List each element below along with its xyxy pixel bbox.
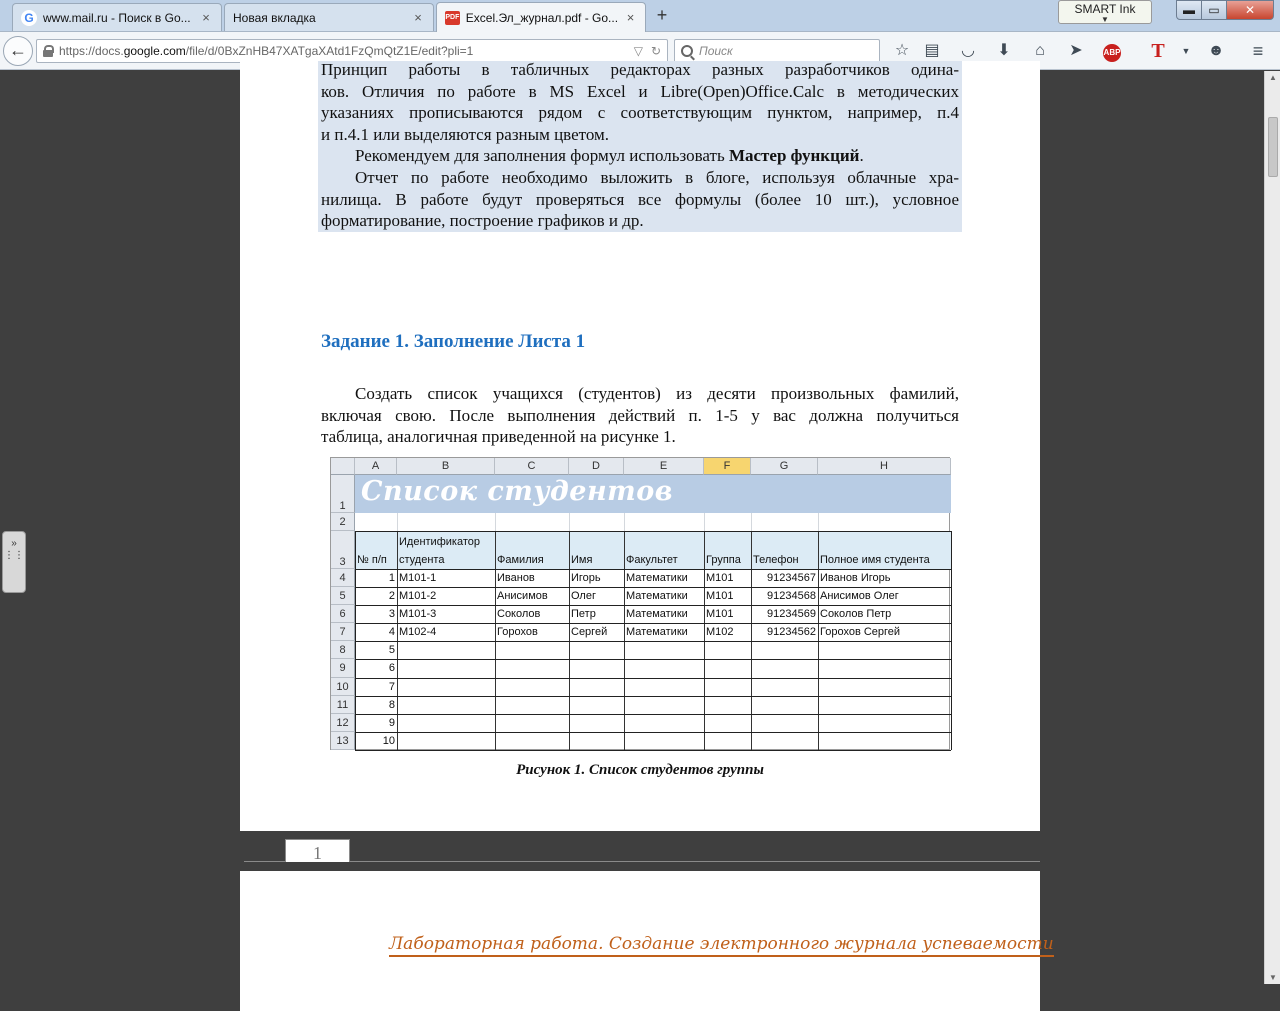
chevron-down-icon[interactable]: ▼ <box>1181 46 1191 56</box>
table-cell: Горохов Сергей <box>820 626 901 638</box>
row-header: 6 <box>331 605 355 623</box>
table-cell: M102-4 <box>399 626 437 638</box>
table-cell: Математики <box>626 608 688 620</box>
table-cell: Анисимов Олег <box>820 590 899 602</box>
sheet-title: Список студентов <box>361 476 673 507</box>
chat-icon[interactable]: ☻ <box>1207 42 1225 59</box>
menu-icon[interactable]: ≡ <box>1252 41 1264 61</box>
reload-icon[interactable]: ↻ <box>650 44 661 58</box>
translate-t-icon[interactable]: T <box>1151 40 1165 62</box>
row-header: 5 <box>331 587 355 605</box>
table-cell: M102 <box>706 626 734 638</box>
vertical-scrollbar[interactable] <box>1264 71 1280 984</box>
pdf-viewer <box>0 60 1264 984</box>
row-header: 1 <box>331 475 355 513</box>
row-header: 10 <box>331 678 355 696</box>
scrollbar-thumb[interactable] <box>1268 117 1278 177</box>
row-header: 2 <box>331 513 355 531</box>
table-cell: Петр <box>571 608 596 620</box>
bookmark-star-icon[interactable]: ☆ <box>894 42 910 59</box>
pdf-page-1 <box>240 60 1040 863</box>
row-header: 12 <box>331 714 355 732</box>
scroll-down-icon[interactable]: ▼ <box>1269 973 1277 982</box>
table-cell: M101 <box>706 572 734 584</box>
home-icon[interactable]: ⌂ <box>1035 42 1045 59</box>
smart-ink-button[interactable] <box>1058 0 1152 24</box>
row-header: 11 <box>331 696 355 714</box>
table-cell: 1 <box>388 572 395 584</box>
column-header: A <box>355 458 397 475</box>
grid-line <box>355 641 951 642</box>
column-title: Группа <box>706 554 741 566</box>
grid-line <box>951 531 952 750</box>
table-cell: M101 <box>706 590 734 602</box>
row-header: 13 <box>331 732 355 750</box>
grid-line <box>355 714 951 715</box>
dropdown-icon[interactable]: ▽ <box>633 44 643 58</box>
column-header: D <box>569 458 624 475</box>
table-cell: 7 <box>388 681 395 693</box>
table-cell: 8 <box>388 699 395 711</box>
side-panel-handle[interactable]: » ⋮⋮ <box>2 531 26 593</box>
column-title: Фамилия <box>497 554 544 566</box>
table-cell: Олег <box>571 590 596 602</box>
table-cell: Математики <box>626 590 688 602</box>
row-header: 3 <box>331 531 355 569</box>
pdf-icon: PDF <box>445 11 460 25</box>
task-paragraph: Создать список учащихся (студентов) из десяти произвольных фамилий, включая свою. После выполнения действий п. 1-5 у вас должна получиться таблица, аналогичная приведенной на рисунке 1. <box>321 384 959 446</box>
column-header: F <box>704 458 751 475</box>
footer-line-left <box>244 861 286 862</box>
send-icon[interactable]: ➤ <box>1069 42 1083 59</box>
close-icon[interactable]: × <box>626 9 635 25</box>
grid-line <box>751 513 752 531</box>
table-cell: 4 <box>388 626 395 638</box>
grid-line <box>818 513 819 531</box>
sheet-corner <box>331 458 355 475</box>
grid-line <box>495 513 496 531</box>
footer-line-right <box>350 861 1040 862</box>
grid-line <box>355 696 951 697</box>
column-title: № п/п <box>357 554 387 566</box>
table-cell: Иванов Игорь <box>820 572 891 584</box>
recommend-paragraph: Рекомендуем для заполнения формул использовать Мастер функций. <box>355 146 864 165</box>
grid-line <box>355 678 951 679</box>
table-cell: Иванов <box>497 572 535 584</box>
table-cell: 10 <box>382 735 395 747</box>
maximize-button[interactable]: ▭ <box>1201 0 1227 20</box>
url-text: https://docs.google.com/file/d/0BxZnHB47XATgaXAtd1FzQmQtZ1E/edit?pli=1 <box>59 44 474 58</box>
minimize-button[interactable]: ▬ <box>1176 0 1202 20</box>
tab-pdf-document[interactable] <box>436 2 646 32</box>
lock-icon <box>43 45 53 57</box>
search-placeholder: Поиск <box>699 44 733 58</box>
grid-line <box>355 659 951 660</box>
tab-title: Новая вкладка <box>233 10 316 25</box>
row-header: 8 <box>331 641 355 659</box>
table-cell: 91234562 <box>767 626 816 638</box>
column-title: студента <box>399 554 445 566</box>
search-icon <box>681 45 693 57</box>
tab-title: Excel.Эл_журнал.pdf - Go... <box>465 10 619 25</box>
table-cell: 91234567 <box>767 572 816 584</box>
grid-line <box>355 732 951 733</box>
adblock-icon[interactable]: ABP <box>1100 40 1124 62</box>
column-title: Факультет <box>626 554 678 566</box>
page-number: 1 <box>285 839 350 862</box>
reading-list-icon[interactable]: ▤ <box>924 42 940 59</box>
task-heading: Задание 1. Заполнение Листа 1 <box>321 331 586 352</box>
row-header: 9 <box>331 659 355 678</box>
table-cell: 2 <box>388 590 395 602</box>
table-cell: M101-1 <box>399 572 437 584</box>
close-window-button[interactable]: ✕ <box>1226 0 1274 20</box>
google-g-icon: G <box>21 10 37 26</box>
column-title: Полное имя студента <box>820 554 930 566</box>
back-arrow-icon[interactable]: ← <box>3 36 33 66</box>
grid-line <box>355 531 951 532</box>
table-cell: 91234568 <box>767 590 816 602</box>
download-icon[interactable]: ⬇ <box>997 42 1011 59</box>
column-title: Идентификатор <box>399 536 480 548</box>
intro-paragraph: Принцип работы в табличных редакторах разных разработчиков одина- ков. Отличия по работе в MS Excel и Libre(Open)Office.Calc в методических указаниях прописываются рядом с соответствующим пунктом, например, п.4 и п.4.1 или выделяются разным цветом. <box>321 60 959 144</box>
column-header: H <box>818 458 951 475</box>
row-header: 4 <box>331 569 355 587</box>
pocket-icon[interactable]: ◡ <box>961 42 975 59</box>
table-cell: Игорь <box>571 572 601 584</box>
scroll-up-icon[interactable]: ▲ <box>1269 73 1277 82</box>
column-header: E <box>624 458 704 475</box>
table-cell: 9 <box>388 717 395 729</box>
new-tab-button[interactable]: + <box>656 5 668 25</box>
report-paragraph: Отчет по работе необходимо выложить в блоге, используя облачные хра- нилища. В работе будут проверяться все формулы (более 10 шт.), условное форматирование, построение графиков и др. <box>321 168 959 230</box>
tab-mail-search[interactable] <box>12 3 222 31</box>
table-cell: M101-2 <box>399 590 437 602</box>
grid-line <box>397 513 398 531</box>
column-header: B <box>397 458 495 475</box>
close-icon[interactable]: × <box>414 9 422 25</box>
smart-ink-label: SMART Ink <box>1074 2 1136 16</box>
tab-new-tab[interactable] <box>224 3 434 31</box>
spreadsheet-figure <box>330 457 950 750</box>
wizard-bold-text: Мастер функций <box>728 146 860 165</box>
figure-caption: Рисунок 1. Список студентов группы <box>516 762 764 778</box>
column-header: G <box>751 458 818 475</box>
tab-title: www.mail.ru - Поиск в Go... <box>43 10 191 25</box>
table-cell: 5 <box>388 644 395 656</box>
table-cell: Соколов Петр <box>820 608 892 620</box>
table-cell: 3 <box>388 608 395 620</box>
grid-line <box>569 513 570 531</box>
table-cell: Математики <box>626 572 688 584</box>
table-cell: Горохов <box>497 626 538 638</box>
grid-line <box>624 513 625 531</box>
table-cell: M101 <box>706 608 734 620</box>
table-cell: 91234569 <box>767 608 816 620</box>
table-cell: Анисимов <box>497 590 548 602</box>
row-header: 7 <box>331 623 355 641</box>
table-cell: Соколов <box>497 608 541 620</box>
column-title: Телефон <box>753 554 799 566</box>
pdf-page-2 <box>240 871 1054 1011</box>
grid-line <box>704 513 705 531</box>
table-cell: Сергей <box>571 626 608 638</box>
table-cell: M101-3 <box>399 608 437 620</box>
close-icon[interactable]: × <box>202 9 210 25</box>
table-cell: Математики <box>626 626 688 638</box>
column-title: Имя <box>571 554 593 566</box>
chevron-down-icon: ▼ <box>1101 15 1109 24</box>
column-header: C <box>495 458 569 475</box>
grid-line <box>355 750 951 751</box>
tab-strip <box>0 0 1280 32</box>
page-header-title: Лабораторная работа. Создание электронного журнала успеваемости <box>389 934 1054 957</box>
table-cell: 6 <box>388 662 395 674</box>
